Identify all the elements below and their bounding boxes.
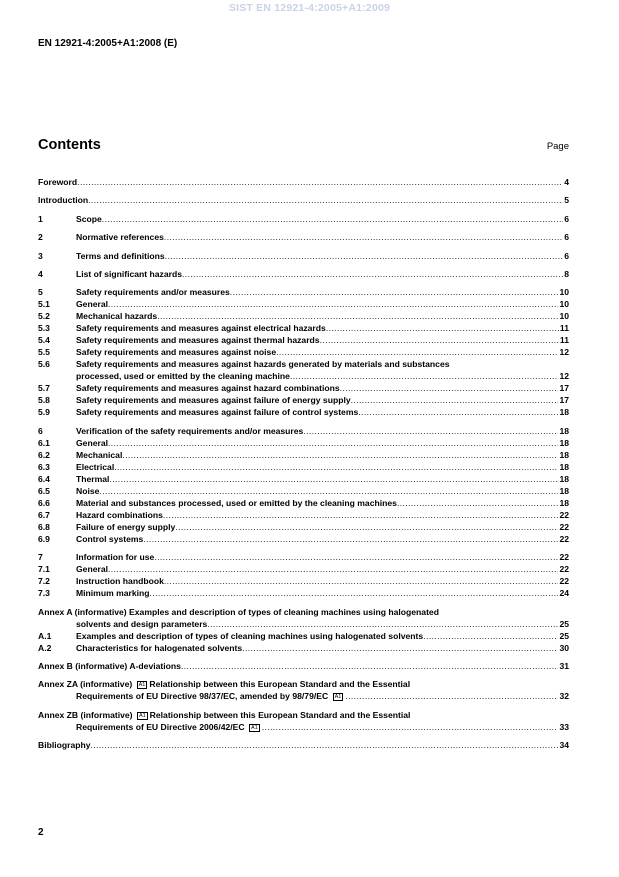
toc-entry-annex-za[interactable]: Annex ZA (informative) A1 Relationship between this European Standard and the Essential: [38, 679, 411, 690]
toc-entry-6-2[interactable]: 6.2 Mechanical ..... 18: [38, 449, 569, 461]
toc-entry-6-1[interactable]: 6.1 General ..... 18: [38, 437, 569, 449]
amendment-start-mark: A1: [138, 682, 146, 689]
toc-entry-5-7[interactable]: 5.7 Safety requirements and measures against hazard combinations ..... 17: [38, 382, 569, 394]
toc-entry-5-6[interactable]: 5.6 Safety requirements and measures against hazards generated by materials and substances: [38, 359, 450, 370]
toc-entry-annex-za-cont[interactable]: Requirements of EU Directive 98/37/EC, amended by 98/79/EC A1 ..... 32: [38, 690, 569, 702]
contents-title: Contents: [38, 137, 101, 153]
toc-entry-5-2[interactable]: 5.2 Mechanical hazards ..... 10: [38, 310, 569, 322]
toc-entry-foreword[interactable]: Foreword ..... 4: [38, 176, 569, 188]
toc-entry-annex-a[interactable]: Annex A (informative) Examples and description of types of cleaning machines using halogenated: [38, 606, 439, 617]
toc-entry-5-4[interactable]: 5.4 Safety requirements and measures against thermal hazards ..... 11: [38, 334, 569, 346]
toc-entry-6-7[interactable]: 6.7 Hazard combinations ..... 22: [38, 509, 569, 521]
toc-entry-7-2[interactable]: 7.2 Instruction handbook ..... 22: [38, 575, 569, 587]
toc-entry-5-8[interactable]: 5.8 Safety requirements and measures against failure of energy supply ..... 17: [38, 394, 569, 406]
toc-entry-7-1[interactable]: 7.1 General ..... 22: [38, 563, 569, 575]
toc-entry-3[interactable]: 3 Terms and definitions ..... 6: [38, 250, 569, 262]
toc-entry-5[interactable]: 5 Safety requirements and/or measures ..... 10: [38, 286, 569, 298]
toc-entry-a-2[interactable]: A.2 Characteristics for halogenated solvents ..... 30: [38, 642, 569, 654]
toc-entry-annex-zb-cont[interactable]: Requirements of EU Directive 2006/42/EC A1 ..... 33: [38, 721, 569, 733]
page-number: 2: [38, 827, 44, 838]
toc-entry-bibliography[interactable]: Bibliography ..... 34: [38, 739, 569, 751]
toc-entry-a-1[interactable]: A.1 Examples and description of types of cleaning machines using halogenated solvents ..... 25: [38, 630, 569, 642]
watermark: SIST EN 12921-4:2005+A1:2009: [228, 2, 391, 14]
toc-entry-2[interactable]: 2 Normative references ..... 6: [38, 231, 569, 243]
toc-entry-introduction[interactable]: Introduction ..... 5: [38, 194, 569, 206]
toc-entry-6-6[interactable]: 6.6 Material and substances processed, used or emitted by the cleaning machines ..... 18: [38, 497, 569, 509]
amendment-end-mark: A1: [334, 694, 342, 701]
amendment-start-mark: A1: [138, 712, 146, 719]
toc-entry-5-6-cont[interactable]: processed, used or emitted by the cleaning machine ..... 12: [38, 370, 569, 382]
page-column-label: Page: [546, 141, 569, 152]
toc-entry-5-5[interactable]: 5.5 Safety requirements and measures against noise ..... 12: [38, 346, 569, 358]
toc-entry-7-3[interactable]: 7.3 Minimum marking ..... 24: [38, 587, 569, 599]
table-of-contents: [38, 176, 569, 757]
toc-entry-annex-a-cont[interactable]: solvents and design parameters ..... 25: [38, 618, 569, 630]
toc-entry-6-8[interactable]: 6.8 Failure of energy supply ..... 22: [38, 521, 569, 533]
toc-entry-annex-zb[interactable]: Annex ZB (informative) A1 Relationship between this European Standard and the Essential: [38, 709, 411, 720]
toc-entry-6-5[interactable]: 6.5 Noise ..... 18: [38, 485, 569, 497]
toc-entry-5-1[interactable]: 5.1 General ..... 10: [38, 298, 569, 310]
toc-entry-5-9[interactable]: 5.9 Safety requirements and measures against failure of control systems ..... 18: [38, 406, 569, 418]
toc-entry-6-3[interactable]: 6.3 Electrical ..... 18: [38, 461, 569, 473]
toc-entry-4[interactable]: 4 List of significant hazards ..... 8: [38, 268, 569, 280]
amendment-end-mark: A1: [251, 724, 258, 731]
toc-entry-6-4[interactable]: 6.4 Thermal ..... 18: [38, 473, 569, 485]
toc-entry-1[interactable]: 1 Scope ..... 6: [38, 213, 569, 225]
document-id: EN 12921-4:2005+A1:2008 (E): [38, 38, 178, 49]
toc-entry-annex-b[interactable]: Annex B (informative) A-deviations ..... 31: [38, 660, 569, 672]
toc-entry-7[interactable]: 7 Information for use ..... 22: [38, 551, 569, 563]
toc-entry-5-3[interactable]: 5.3 Safety requirements and measures against electrical hazards ..... 11: [38, 322, 569, 334]
toc-entry-6-9[interactable]: 6.9 Control systems ..... 22: [38, 533, 569, 545]
toc-entry-6[interactable]: 6 Verification of the safety requirements and/or measures ..... 18: [38, 425, 569, 437]
